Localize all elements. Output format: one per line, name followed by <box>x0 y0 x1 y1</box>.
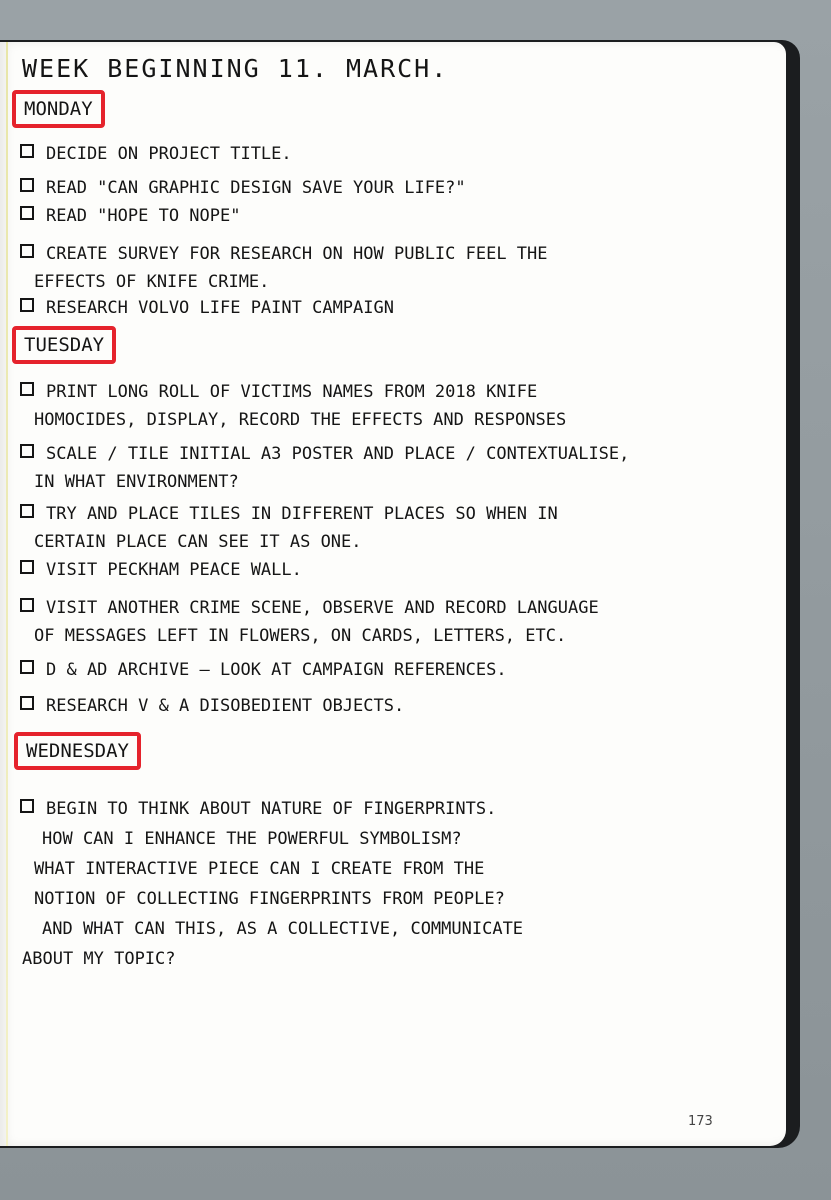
monday-item-read-graphic-design: READ "CAN GRAPHIC DESIGN SAVE YOUR LIFE?" <box>20 174 466 202</box>
tuesday-item-scale-tile-poster: SCALE / TILE INITIAL A3 POSTER AND PLACE / CONTEXTUALISE, IN WHAT ENVIRONMENT? <box>20 440 629 496</box>
tuesday-item-research-va: RESEARCH V & A DISOBEDIENT OBJECTS. <box>20 692 404 720</box>
tuesday-heading: TUESDAY <box>12 326 116 364</box>
wednesday-line: WHAT INTERACTIVE PIECE CAN I CREATE FROM THE <box>34 859 485 879</box>
checkbox-icon <box>20 504 34 518</box>
monday-item-project-title: DECIDE ON PROJECT TITLE. <box>20 140 292 168</box>
wednesday-line: AND WHAT CAN THIS, AS A COLLECTIVE, COMMUNICATE <box>42 919 524 939</box>
checkbox-icon <box>20 206 34 220</box>
checkbox-icon <box>20 178 34 192</box>
checkbox-icon <box>20 444 34 458</box>
checkbox-icon <box>20 598 34 612</box>
monday-item-research-volvo: RESEARCH VOLVO LIFE PAINT CAMPAIGN <box>20 294 394 322</box>
checkbox-icon <box>20 244 34 258</box>
tuesday-item-visit-peckham: VISIT PECKHAM PEACE WALL. <box>20 556 302 584</box>
checkbox-icon <box>20 382 34 396</box>
tuesday-item-print-victims-names: PRINT LONG ROLL OF VICTIMS NAMES FROM 2018 KNIFE HOMOCIDES, DISPLAY, RECORD THE EFFECTS AND RESPONSES <box>20 378 566 434</box>
monday-heading: MONDAY <box>12 90 105 128</box>
monday-item-read-hope-to-nope: READ "HOPE TO NOPE" <box>20 202 240 230</box>
page-number: 173 <box>688 1114 713 1129</box>
checkbox-icon <box>20 298 34 312</box>
wednesday-line: ABOUT MY TOPIC? <box>22 949 176 969</box>
checkbox-icon <box>20 799 34 813</box>
page-binding-edge <box>6 42 8 1146</box>
checkbox-icon <box>20 696 34 710</box>
page-title: WEEK BEGINNING 11. MARCH. <box>22 54 449 83</box>
tuesday-item-dad-archive: D & AD ARCHIVE — LOOK AT CAMPAIGN REFERENCES. <box>20 656 507 684</box>
tuesday-item-place-tiles: TRY AND PLACE TILES IN DIFFERENT PLACES SO WHEN IN CERTAIN PLACE CAN SEE IT AS ONE. <box>20 500 558 556</box>
wednesday-note <box>20 794 523 974</box>
tuesday-item-visit-crime-scene: VISIT ANOTHER CRIME SCENE, OBSERVE AND RECORD LANGUAGE OF MESSAGES LEFT IN FLOWERS, ON CARDS, LETTERS, ETC. <box>20 594 599 650</box>
wednesday-line: NOTION OF COLLECTING FINGERPRINTS FROM PEOPLE? <box>34 889 505 909</box>
wednesday-line: BEGIN TO THINK ABOUT NATURE OF FINGERPRINTS. <box>46 799 497 819</box>
wednesday-heading: WEDNESDAY <box>14 732 141 770</box>
wednesday-line: HOW CAN I ENHANCE THE POWERFUL SYMBOLISM? <box>42 829 462 849</box>
checkbox-icon <box>20 660 34 674</box>
checkbox-icon <box>20 144 34 158</box>
checkbox-icon <box>20 560 34 574</box>
monday-item-create-survey: CREATE SURVEY FOR RESEARCH ON HOW PUBLIC FEEL THE EFFECTS OF KNIFE CRIME. <box>20 240 548 296</box>
